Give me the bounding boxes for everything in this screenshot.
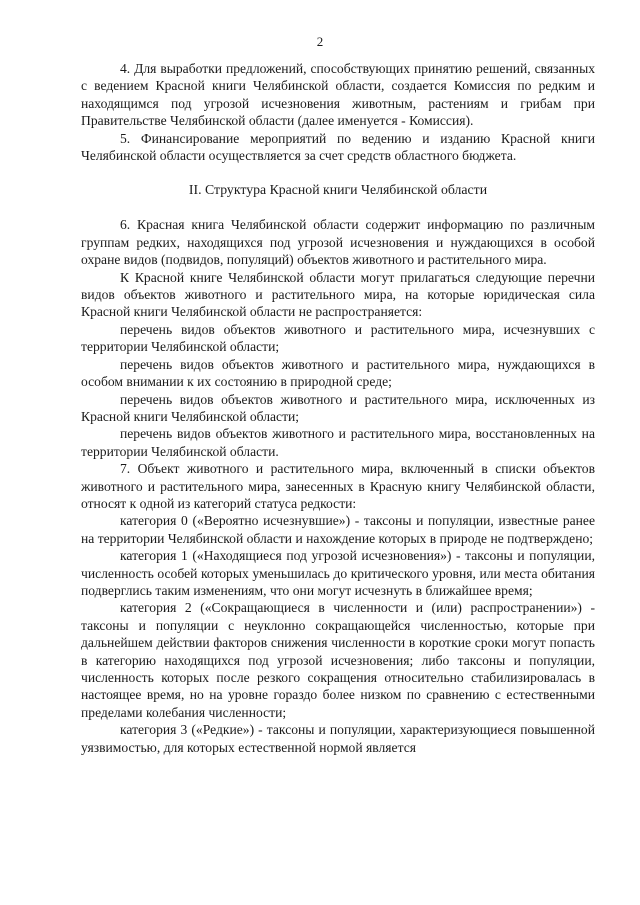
page-number: 2 xyxy=(316,34,324,49)
category-3: категория 3 («Редкие») - таксоны и популяции, характеризующиеся повышенной уязвимостью, для которых естественной нормой является xyxy=(81,722,595,755)
category-2: категория 2 («Сокращающиеся в численности и (или) распространении») - таксоны и популяции с неуклонно сокращающейся численностью, которые при дальнейшем действии факторов снижения численности в короткие сроки могут попасть в категорию находящихся под угрозой исчезновения; либо таксоны и популяции, численность которых после резкого сокращения относительно стабилизировалась в настоящее время, но на уровне гораздо более низком по сравнению с естественными пределами колебания численности; xyxy=(81,600,595,720)
paragraph-7: 7. Объект животного и растительного мира, включенный в списки объектов животного и растительного мира, занесенных в Красную книгу Челябинской области, относят к одной из категорий статуса редкости: xyxy=(81,461,595,511)
document-body xyxy=(81,60,595,756)
paragraph-4: 4. Для выработки предложений, способствующих принятию решений, связанных с ведением Красной книги Челябинской области, создается Комиссия по редким и находящимся под угрозой исчезновения животным, растениям и грибам при Правительстве Челябинской области (далее именуется - Комиссия). xyxy=(81,61,595,129)
paragraph-appendix-intro: К Красной книге Челябинской области могут прилагаться следующие перечни видов объектов животного и растительного мира, на которые юридическая сила Красной книги Челябинской области не распространяется: xyxy=(81,269,595,320)
list-item-special-attention: перечень видов объектов животного и растительного мира, нуждающихся в особом внимании к их состоянию в природной среде; xyxy=(81,356,595,390)
list-item-excluded: перечень видов объектов животного и растительного мира, исключенных из Красной книги Челябинской области; xyxy=(81,391,595,424)
paragraph-5: 5. Финансирование мероприятий по ведению и изданию Красной книги Челябинской области осуществляется за счет средств областного бюджета. xyxy=(81,130,595,164)
section-heading: II. Структура Красной книги Челябинской области xyxy=(188,182,488,198)
category-1: категория 1 («Находящиеся под угрозой исчезновения») - таксоны и популяции, численность особей которых уменьшилась до критического уровня, или места обитания подверглись таким изменениям, что они могут исчезнуть в ближайшее время; xyxy=(81,548,595,598)
list-item-restored: перечень видов объектов животного и растительного мира, восстановленных на территории Челябинской области. xyxy=(81,426,595,459)
category-0: категория 0 («Вероятно исчезнувшие») - таксоны и популяции, известные ранее на территории Челябинской области и нахождение которых в природе не подтверждено; xyxy=(81,513,595,546)
list-item-extinct: перечень видов объектов животного и растительного мира, исчезнувших с территории Челябинской области; xyxy=(81,321,595,355)
paragraph-6: 6. Красная книга Челябинской области содержит информацию по различным группам редких, находящихся под угрозой исчезновения и нуждающихся в особой охране видов (подвидов, популяций) объектов животного и растительного мира. xyxy=(81,217,595,268)
